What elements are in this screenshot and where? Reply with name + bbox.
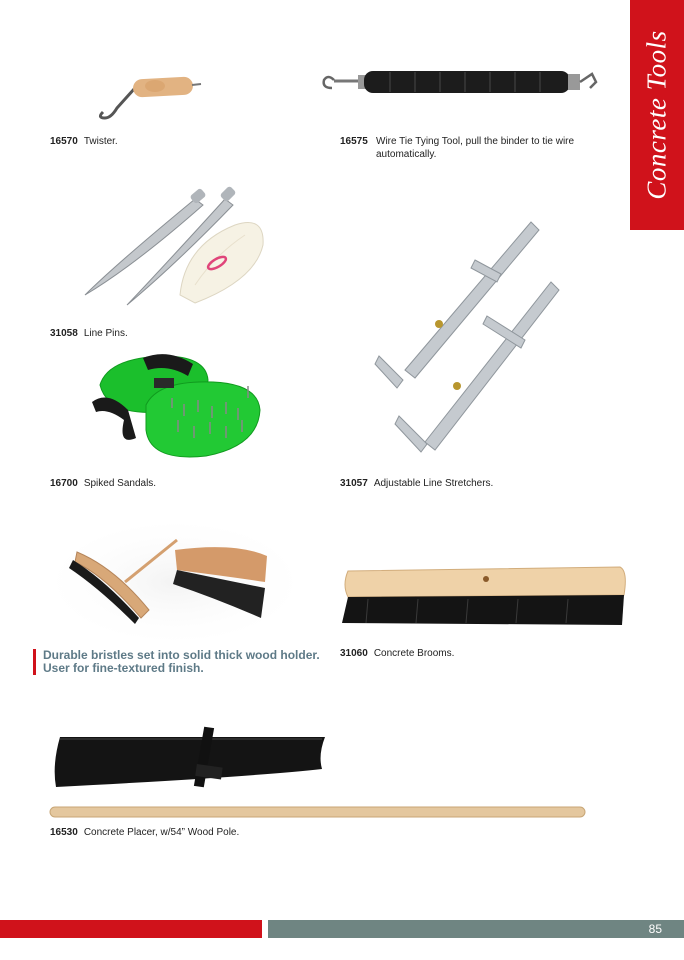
wire-tie-tool-image	[320, 68, 600, 100]
concrete-broom-image	[338, 565, 628, 627]
section-tab	[630, 0, 684, 230]
broom-photo	[55, 522, 295, 642]
product-caption-16575	[340, 135, 580, 161]
product-caption-31058	[50, 327, 128, 340]
product-code: 31060	[340, 648, 368, 659]
product-name: Spiked Sandals.	[83, 478, 157, 489]
product-caption-31057	[340, 477, 493, 490]
product-name: Wire Tie Tying Tool, pull the binder to tie wire automatically.	[376, 136, 575, 160]
product-code: 16570	[50, 136, 78, 147]
spiked-sandals-image	[88, 350, 268, 465]
product-code: 31057	[340, 478, 368, 489]
page-number: 85	[648, 922, 662, 936]
twister-image	[95, 74, 205, 124]
concrete-placer-image	[50, 725, 590, 825]
product-caption-16700	[50, 477, 156, 490]
product-code: 16575	[340, 136, 368, 147]
line-stretchers-image	[375, 220, 565, 455]
product-name: Concrete Brooms.	[373, 648, 455, 659]
product-name: Concrete Placer, w/54” Wood Pole.	[83, 827, 240, 838]
footer-bar	[268, 920, 684, 938]
product-name: Line Pins.	[83, 328, 128, 339]
product-code: 31058	[50, 328, 78, 339]
product-name: Twister.	[83, 136, 118, 147]
product-caption-16530	[50, 826, 239, 839]
section-title: Concrete Tools	[641, 30, 672, 200]
product-code: 16700	[50, 478, 78, 489]
footer-accent-bar	[0, 920, 262, 938]
broom-feature-note: Durable bristles set into solid thick wood holder. User for fine-textured finish.	[33, 649, 333, 675]
line-pins-image	[75, 185, 275, 310]
product-caption-31060	[340, 647, 454, 660]
product-caption-16570	[50, 135, 118, 148]
product-code: 16530	[50, 827, 78, 838]
product-name: Adjustable Line Stretchers.	[373, 478, 494, 489]
